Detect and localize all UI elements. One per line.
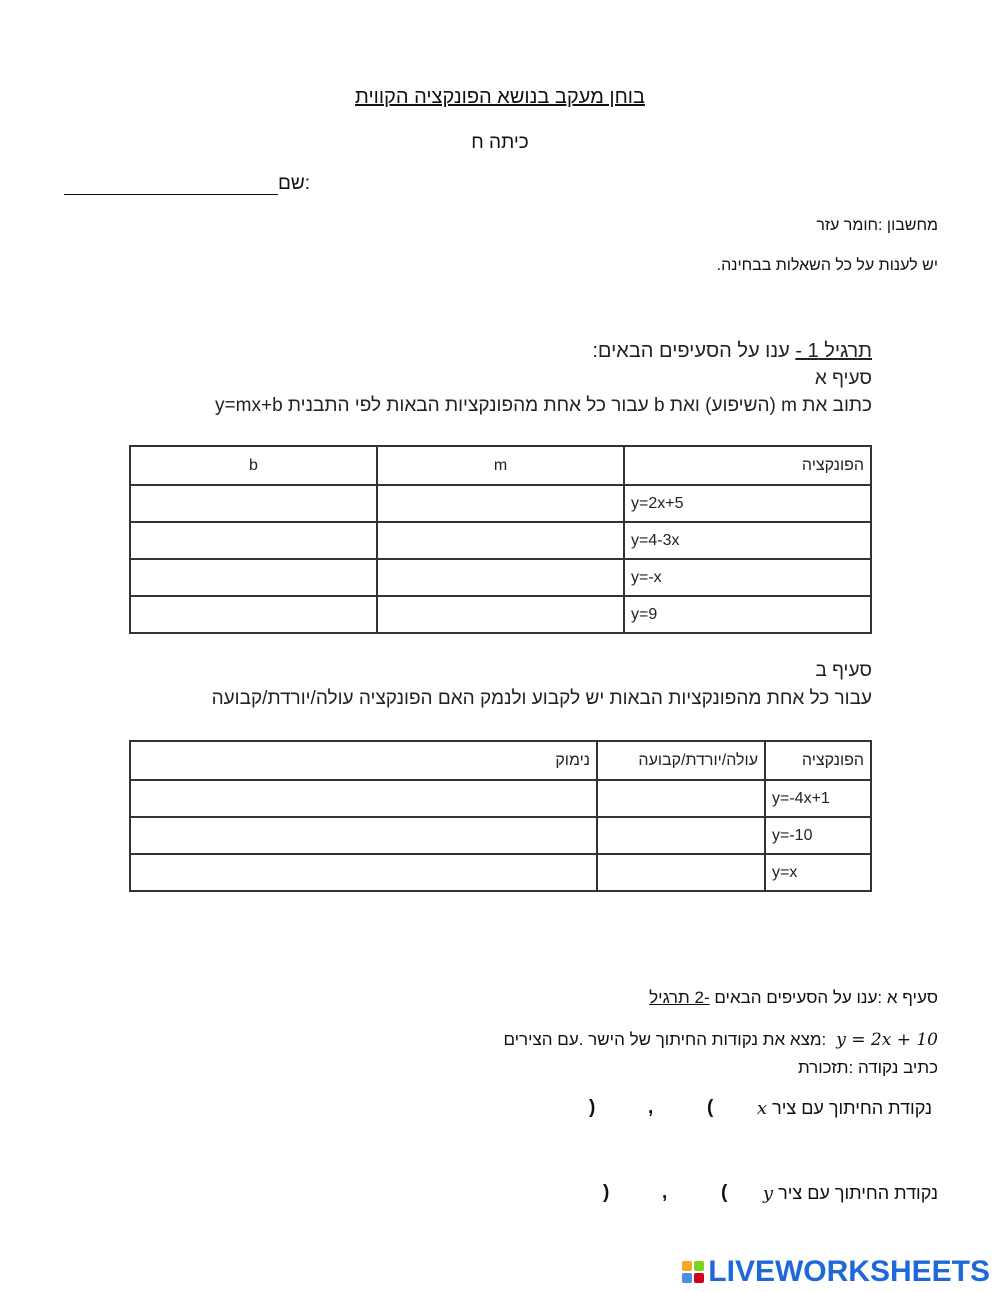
b-answer-cell[interactable] [130,522,377,559]
b-answer-cell[interactable] [130,559,377,596]
answer-all-note: .יש לענות על כל השאלות בבחינה [716,257,938,274]
table-row [130,780,871,817]
x-point-close-paren: ) [589,1097,596,1118]
function-cell: y=4-3x [624,522,871,559]
x-intersection-label: x נקודת החיתוך עם ציר [756,1098,932,1119]
table-row [130,817,871,854]
x-point-comma: , [648,1097,654,1118]
point-notation-reminder: כתיב נקודה :תזכורת [797,1058,938,1077]
logo-blocks-icon [682,1261,704,1283]
table-row [130,522,871,559]
reason-answer-cell[interactable] [130,780,597,817]
function-cell: y=2x+5 [624,485,871,522]
m-answer-cell[interactable] [377,596,624,633]
b-answer-cell[interactable] [130,596,377,633]
y-point-y-input[interactable] [674,1182,714,1206]
table-header-row [130,741,871,780]
header-b: b [130,446,377,485]
reason-answer-cell[interactable] [130,817,597,854]
table-row [130,559,871,596]
table-row [130,854,871,891]
x-point-open-paren: ( [707,1097,714,1118]
calculator-note: מחשבון :חומר עזר [816,217,938,234]
function-cell: y=9 [624,596,871,633]
header-m: m [377,446,624,485]
y-point-x-input[interactable] [614,1182,654,1206]
exercise2-instruction: מצא את נקודות החיתוך של הישר .עם הצירים: y = 2x + 10 [503,1030,938,1050]
m-answer-cell[interactable] [377,485,624,522]
function-cell: y=-x [624,559,871,596]
line-equation: y = 2x + 10 [836,1030,938,1050]
y-point-comma: , [662,1182,668,1203]
direction-answer-cell[interactable] [597,780,765,817]
exercise1-section-b-label: סעיף ב [815,660,872,681]
b-answer-cell[interactable] [130,485,377,522]
table-row [130,596,871,633]
header-reason: נימוק [130,741,597,780]
x-point-y-input[interactable] [660,1097,700,1121]
header-direction: עולה/יורדת/קבועה [597,741,765,780]
direction-answer-cell[interactable] [597,817,765,854]
reason-answer-cell[interactable] [130,854,597,891]
name-label: שם: [278,173,311,194]
name-field[interactable] [64,172,310,195]
exercise1-title: תרגיל 1 - ענו על הסעיפים הבאים: [592,340,872,362]
table-row [130,485,871,522]
name-blank-line[interactable] [64,172,278,195]
slope-intercept-table [129,445,872,634]
m-answer-cell[interactable] [377,559,624,596]
function-cell: y=-4x+1 [765,780,871,817]
direction-answer-cell[interactable] [597,854,765,891]
exercise1-section-b-instruction: עבור כל אחת מהפונקציות הבאות יש לקבוע ולנמק האם הפונקציה עולה/יורדת/קבועה [211,688,872,709]
exercise1-section-a-label: סעיף א [814,368,872,389]
header-function: הפונקציה [624,446,871,485]
y-point-close-paren: ) [603,1182,610,1203]
exercise2-title: סעיף א :ענו על הסעיפים הבאים -2 תרגיל [649,988,938,1007]
function-cell: y=-10 [765,817,871,854]
exercise1-section-a-instruction: כתוב את m (השיפוע) ואת b עבור כל אחת מהפונקציות הבאות לפי התבנית y=mx+b [215,395,872,416]
table-header-row [130,446,871,485]
liveworksheets-logo [682,1252,990,1292]
grade-label: כיתה ח [471,132,529,153]
header-function: הפונקציה [765,741,871,780]
m-answer-cell[interactable] [377,522,624,559]
y-intersection-label: y נקודת החיתוך עם ציר [762,1183,938,1204]
x-point-x-input[interactable] [600,1097,640,1121]
monotonicity-table [129,740,872,892]
function-cell: y=x [765,854,871,891]
worksheet-title: בוחן מעקב בנושא הפונקציה הקווית [355,86,645,108]
y-point-open-paren: ( [721,1182,728,1203]
logo-text: LIVEWORKSHEETS [708,1255,990,1288]
